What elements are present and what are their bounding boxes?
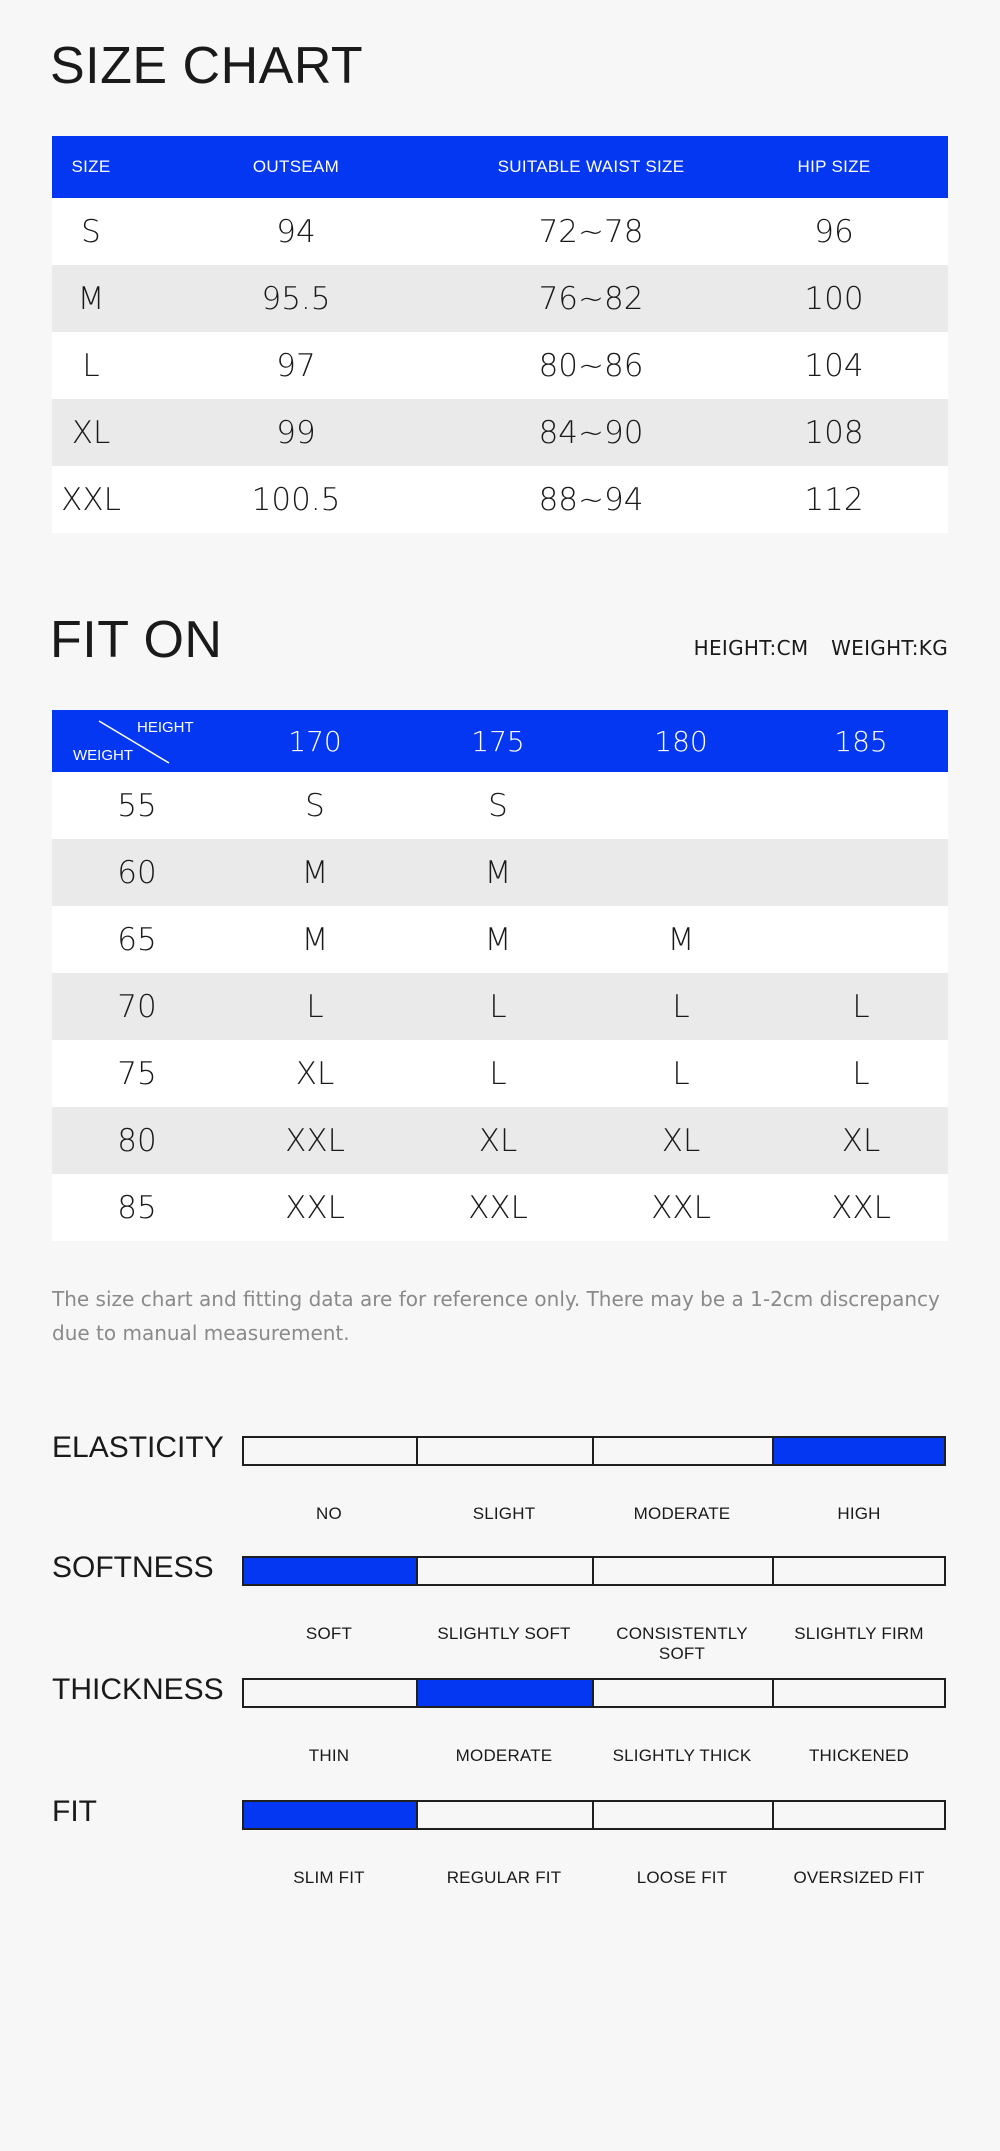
table-row <box>52 1040 948 1107</box>
attribute-levels <box>242 1868 946 1888</box>
level-label: SLIGHTLY SOFT <box>437 1624 571 1643</box>
size-cell: XL <box>408 1107 588 1174</box>
header-outseam: OUTSEAM <box>130 136 462 198</box>
table-cell: 99 <box>130 399 462 466</box>
attribute-label: FIT <box>52 1795 97 1828</box>
table-row <box>52 1174 948 1241</box>
fit-on-table <box>52 710 948 1241</box>
level-label: REGULAR FIT <box>446 1868 562 1887</box>
attribute-levels <box>242 1504 946 1524</box>
table-row <box>52 906 948 973</box>
size-cell: L <box>774 973 948 1040</box>
level-label: SLIM FIT <box>293 1868 365 1887</box>
weight-cell: 70 <box>52 973 222 1040</box>
table-cell: L <box>52 332 130 399</box>
level-label: NO <box>316 1504 342 1523</box>
scale-segment-selected <box>774 1438 944 1464</box>
table-cell: 88~94 <box>462 466 720 533</box>
attribute-levels <box>242 1624 946 1664</box>
size-cell: XL <box>774 1107 948 1174</box>
size-cell: M <box>588 906 774 973</box>
table-row <box>52 399 948 466</box>
size-cell: XXL <box>408 1174 588 1241</box>
corner-cell <box>52 710 222 772</box>
table-cell: 112 <box>720 466 948 533</box>
level-label: MODERATE <box>455 1746 553 1765</box>
weight-cell: 65 <box>52 906 222 973</box>
weight-cell: 60 <box>52 839 222 906</box>
scale-segment <box>774 1680 944 1706</box>
size-cell: S <box>408 772 588 839</box>
scale-segment <box>594 1438 774 1464</box>
attribute-label: ELASTICITY <box>52 1431 224 1464</box>
level-label: SLIGHT <box>472 1504 536 1523</box>
scale-segment <box>594 1802 774 1828</box>
size-cell: S <box>222 772 408 839</box>
size-cell: L <box>408 973 588 1040</box>
weight-unit: WEIGHT:KG <box>831 636 948 660</box>
size-cell <box>588 839 774 906</box>
level-label: HIGH <box>837 1504 881 1523</box>
size-cell: L <box>588 1040 774 1107</box>
fit-on-title: FIT ON <box>50 611 223 669</box>
level-label: SOFT <box>305 1624 353 1643</box>
attribute-label: THICKNESS <box>52 1673 224 1706</box>
table-cell: 108 <box>720 399 948 466</box>
height-170: 170 <box>222 710 408 772</box>
level-label: MODERATE <box>633 1504 731 1523</box>
corner-height-label: HEIGHT <box>137 719 194 736</box>
size-cell <box>774 906 948 973</box>
size-cell: M <box>408 906 588 973</box>
size-chart-header-row <box>52 136 948 198</box>
level-label: THICKENED <box>808 1746 910 1765</box>
size-cell <box>774 772 948 839</box>
table-cell: 97 <box>130 332 462 399</box>
level-label: OVERSIZED FIT <box>793 1868 925 1887</box>
table-cell: 76~82 <box>462 265 720 332</box>
table-row <box>52 332 948 399</box>
attribute-scale-bar <box>242 1436 946 1466</box>
size-cell: L <box>222 973 408 1040</box>
table-cell: 100.5 <box>130 466 462 533</box>
table-row <box>52 772 948 839</box>
attribute-scale-bar <box>242 1678 946 1708</box>
level-label: THIN <box>308 1746 350 1765</box>
scale-segment <box>418 1438 594 1464</box>
scale-segment <box>418 1558 594 1584</box>
weight-cell: 55 <box>52 772 222 839</box>
table-cell: 84~90 <box>462 399 720 466</box>
header-waist: SUITABLE WAIST SIZE <box>462 136 720 198</box>
table-cell: 100 <box>720 265 948 332</box>
size-cell: XL <box>222 1040 408 1107</box>
table-cell: 104 <box>720 332 948 399</box>
corner-weight-label: WEIGHT <box>73 747 133 764</box>
table-cell: XL <box>52 399 130 466</box>
scale-segment <box>418 1802 594 1828</box>
scale-segment <box>594 1680 774 1706</box>
scale-segment-selected <box>418 1680 594 1706</box>
scale-segment <box>244 1680 418 1706</box>
size-cell: XXL <box>588 1174 774 1241</box>
size-cell: XL <box>588 1107 774 1174</box>
level-label: LOOSE FIT <box>636 1868 728 1887</box>
attribute-scale-bar <box>242 1800 946 1830</box>
scale-segment <box>244 1438 418 1464</box>
attribute-scale-bar <box>242 1556 946 1586</box>
size-cell: M <box>408 839 588 906</box>
header-size: SIZE <box>52 136 130 198</box>
table-row <box>52 839 948 906</box>
level-label: SLIGHTLY THICK <box>612 1746 752 1765</box>
size-cell: M <box>222 906 408 973</box>
weight-cell: 75 <box>52 1040 222 1107</box>
table-row <box>52 466 948 533</box>
table-row <box>52 198 948 265</box>
size-cell: XXL <box>222 1174 408 1241</box>
disclaimer-note: The size chart and fitting data are for reference only. There may be a 1-2cm discrepancy due to manual measurement. <box>52 1287 940 1345</box>
size-cell: L <box>408 1040 588 1107</box>
scale-segment <box>594 1558 774 1584</box>
table-row <box>52 1107 948 1174</box>
table-cell: S <box>52 198 130 265</box>
height-unit: HEIGHT:CM <box>693 636 809 660</box>
weight-cell: 85 <box>52 1174 222 1241</box>
fit-on-header-row <box>52 710 948 772</box>
table-cell: 96 <box>720 198 948 265</box>
scale-segment <box>774 1558 944 1584</box>
table-row <box>52 973 948 1040</box>
scale-segment <box>774 1802 944 1828</box>
attribute-label: SOFTNESS <box>52 1551 214 1584</box>
scale-segment-selected <box>244 1802 418 1828</box>
size-cell: XXL <box>774 1174 948 1241</box>
size-chart-title: SIZE CHART <box>50 37 364 95</box>
size-cell: L <box>588 973 774 1040</box>
size-cell <box>588 772 774 839</box>
size-chart-table <box>52 136 948 533</box>
table-row <box>52 265 948 332</box>
size-cell <box>774 839 948 906</box>
scale-segment-selected <box>244 1558 418 1584</box>
units-legend <box>678 636 948 660</box>
height-180: 180 <box>588 710 774 772</box>
table-cell: XXL <box>52 466 130 533</box>
header-hip: HIP SIZE <box>720 136 948 198</box>
height-185: 185 <box>774 710 948 772</box>
height-175: 175 <box>408 710 588 772</box>
level-label: SLIGHTLY FIRM <box>794 1624 924 1643</box>
table-cell: M <box>52 265 130 332</box>
size-cell: XXL <box>222 1107 408 1174</box>
level-label: CONSISTENTLY SOFT <box>616 1624 748 1663</box>
weight-cell: 80 <box>52 1107 222 1174</box>
size-cell: M <box>222 839 408 906</box>
attribute-levels <box>242 1746 946 1766</box>
size-cell: L <box>774 1040 948 1107</box>
table-cell: 95.5 <box>130 265 462 332</box>
table-cell: 80~86 <box>462 332 720 399</box>
table-cell: 94 <box>130 198 462 265</box>
table-cell: 72~78 <box>462 198 720 265</box>
